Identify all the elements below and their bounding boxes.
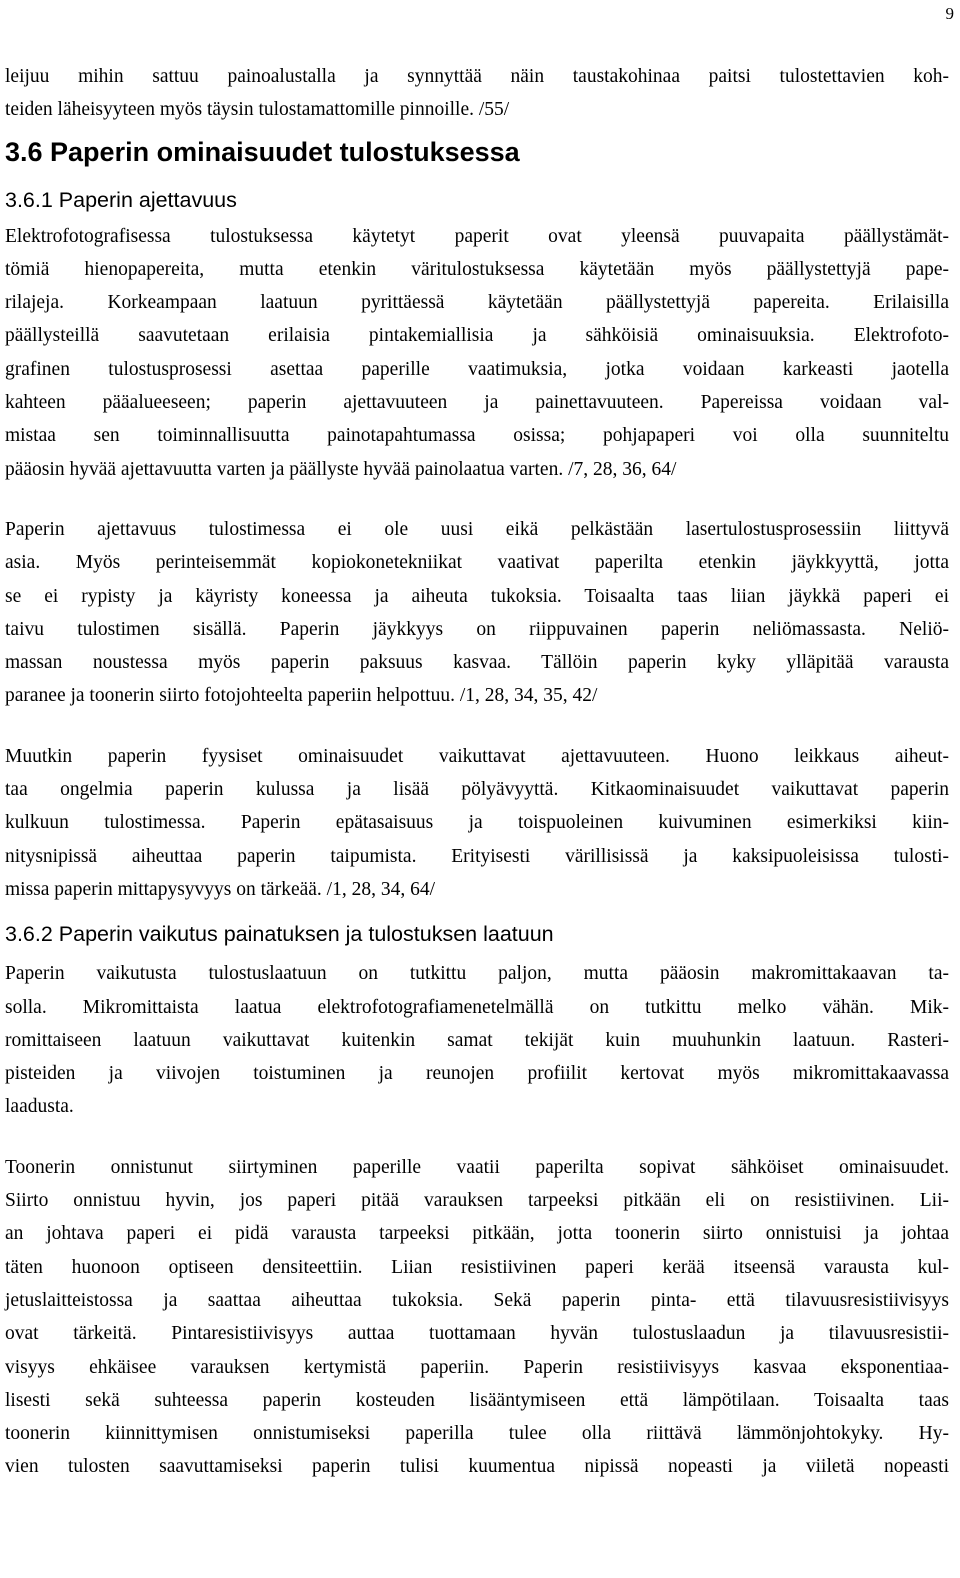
- text-line: massan noustessa myös paperin paksuus kasvaa. Tällöin paperin kyky ylläpitää varausta: [5, 652, 949, 674]
- laatu-paragraph-1: [5, 957, 949, 1123]
- page-number: 9: [945, 4, 954, 23]
- text-line: mistaa sen toiminnallisuutta painotapahtumassa osissa; pohjapaperi voi olla suunniteltu: [5, 425, 949, 447]
- text-line: rilajeja. Korkeampaan laatuun pyrittäessä käytetään päällystettyjä papereita. Erilaisilla: [5, 292, 949, 314]
- text-line: Paperin vaikutusta tulostuslaatuun on tutkittu paljon, mutta pääosin makromittakaavan ta-: [5, 963, 949, 985]
- subsection-heading-laatu: 3.6.2 Paperin vaikutus painatuksen ja tulostuksen laatuun: [5, 922, 554, 947]
- text-line: kahteen pääalueeseen; paperin ajettavuuteen ja painettavuuteen. Papereissa voidaan val-: [5, 392, 949, 414]
- text-line: an johtava paperi ei pidä varausta tarpeeksi pitkään, jotta toonerin siirto onnistuisi ja johtaa: [5, 1223, 949, 1245]
- text-line: Elektrofotografisessa tulostuksessa käytetyt paperit ovat yleensä puuvapaita päällystämät-: [5, 225, 949, 247]
- text-line: se ei rypisty ja käyristy koneessa ja aiheuta tukoksia. Toisaalta taas liian jäykkä paperi ei: [5, 585, 949, 607]
- laatu-paragraph-2: [5, 1151, 949, 1484]
- text-line: ovat tärkeitä. Pintaresistiivisyys auttaa tuottamaan hyvän tulostuslaadun ja tilavuusresistii-: [5, 1323, 949, 1345]
- text-line: Siirto onnistuu hyvin, jos paperi pitää varauksen tarpeeksi pitkään eli on resistiivinen. Lii-: [5, 1190, 949, 1212]
- text-line: jetuslaitteistossa ja saattaa aiheuttaa tukoksia. Sekä paperin pinta- että tilavuusresistiivisyys: [5, 1289, 949, 1311]
- text-line: lisesti sekä suhteessa paperin kosteuden lisääntymiseen että lämpötilaan. Toisaalta taas: [5, 1389, 949, 1411]
- text-line: nitysnipissä aiheuttaa paperin taipumista. Erityisesti värillisissä ja kaksipuoleisissa tulosti-: [5, 845, 949, 867]
- text-line: Muutkin paperin fyysiset ominaisuudet vaikuttavat ajettavuuteen. Huono leikkaus aiheut-: [5, 745, 949, 767]
- text-line: pääosin hyvää ajettavuutta varten ja päällyste hyvää painolaatua varten. /7, 28, 36, 64/: [5, 458, 677, 480]
- text-line: romittaiseen laatuun vaikuttavat kuitenkin samat tekijät kuin muuhunkin laatuun. Rasteri-: [5, 1029, 949, 1051]
- ajettavuus-paragraph-3: [5, 740, 949, 906]
- text-line: Paperin ajettavuus tulostimessa ei ole uusi eikä pelkästään lasertulostusprosessiin liittyvä: [5, 518, 949, 540]
- text-line: paranee ja toonerin siirto fotojohteelta paperiin helpottuu. /1, 28, 34, 35, 42/: [5, 685, 598, 707]
- text-line: kulkuun tulostimessa. Paperin epätasaisuus ja toispuoleinen kuivuminen esimerkiksi kiin-: [5, 812, 949, 834]
- ajettavuus-paragraph-1: [5, 220, 949, 486]
- text-line: pisteiden ja viivojen toistuminen ja reunojen profiilit kertovat myös mikromittakaavassa: [5, 1063, 949, 1085]
- ajettavuus-paragraph-2: [5, 513, 949, 713]
- text-line: teiden läheisyyteen myös täysin tulostamattomille pinnoille. /55/: [5, 99, 510, 121]
- text-line: tömiä hienopapereita, mutta etenkin väritulostuksessa käytetään myös päällystettyjä pape-: [5, 258, 949, 280]
- text-line: asia. Myös perinteisemmät kopiokonetekniikat vaativat paperilta etenkin jäykkyyttä, jotta: [5, 552, 949, 574]
- text-line: taivu tulostimen sisällä. Paperin jäykkyys on riippuvainen paperin neliömassasta. Neliö-: [5, 618, 949, 640]
- text-line: leijuu mihin sattuu painoalustalla ja synnyttää näin taustakohinaa paitsi tulostettavien koh-: [5, 66, 949, 87]
- subsection-heading-ajettavuus: 3.6.1 Paperin ajettavuus: [5, 187, 237, 212]
- text-line: grafinen tulostusprosessi asettaa paperille vaatimuksia, jotka voidaan karkeasti jaotella: [5, 358, 949, 380]
- text-line: Toonerin onnistunut siirtyminen paperille vaatii paperilta sopivat sähköiset ominaisuudet.: [5, 1156, 949, 1178]
- text-line: missa paperin mittapysyvyys on tärkeää. /1, 28, 34, 64/: [5, 878, 436, 900]
- text-line: solla. Mikromittaista laatua elektrofotografiamenetelmällä on tutkittu melko vähän. Mik-: [5, 996, 949, 1018]
- text-line: laadusta.: [5, 1096, 74, 1118]
- text-line: visyys ehkäisee varauksen kertymistä paperiin. Paperin resistiivisyys kasvaa eksponentiaa-: [5, 1356, 949, 1378]
- page-content: [5, 60, 949, 1484]
- section-heading: 3.6 Paperin ominaisuudet tulostuksessa: [5, 136, 520, 167]
- text-line: toonerin kiinnittymisen onnistumiseksi paperilla tulee olla riittävä lämmönjohtokyky. Hy-: [5, 1423, 949, 1445]
- text-line: vien tulosten saavuttamiseksi paperin tulisi kuumentua nipissä nopeasti ja viiletä nopeasti: [5, 1456, 949, 1478]
- text-line: täten huonoon optiseen densiteettiin. Liian resistiivinen paperi kerää itseensä varausta kul-: [5, 1256, 949, 1278]
- intro-paragraph: [5, 60, 949, 127]
- text-line: päällysteillä saavutetaan erilaisia pintakemiallisia ja sähköisiä ominaisuuksia. Elektrofoto-: [5, 325, 949, 347]
- text-line: taa ongelmia paperin kulussa ja lisää pölyävyyttä. Kitkaominaisuudet vaikuttavat paperin: [5, 779, 949, 801]
